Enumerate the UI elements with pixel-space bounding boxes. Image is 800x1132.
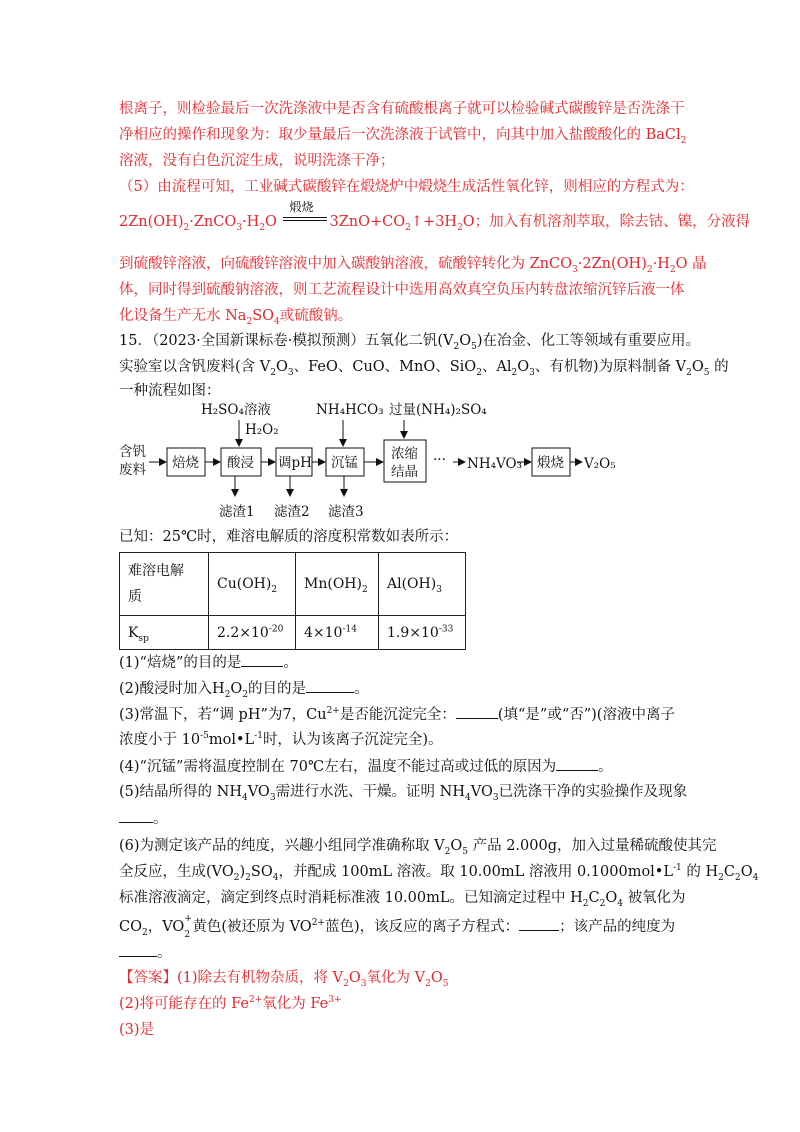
answer-text-line: 根离子，则检验最后一次洗涤液中是否含有硫酸根离子就可以检验碱式碳酸锌是否洗涤干 xyxy=(119,101,685,117)
table-header-cell: $Mn(OH)_2$ xyxy=(296,553,379,616)
answer-text-line: 体，同时得到硫酸钠溶液，则工艺流程设计中选用高效真空负压内转盘浓缩沉锌后液一体 xyxy=(119,282,685,298)
start-material-line2: 废料 xyxy=(119,462,146,478)
answer-text-line: 净相应的操作和现象为：取少量最后一次洗涤液于试管中，向其中加入盐酸酸化的 BaCl$_2$ xyxy=(119,127,687,146)
answer-text-line: 溶液，没有白色沉淀生成，说明洗涤干净； xyxy=(119,153,395,169)
sub-question-6-cont: $CO_2$，VO + 2 黄色(被还原为 $VO^{2+}$蓝色)，该反应的离子方程式： ；该产品的纯度为 xyxy=(119,914,676,940)
reagent-h2o2: H₂O₂ xyxy=(245,422,279,438)
table-cell: $4\times 10^{-14}$ xyxy=(296,616,379,650)
table-header-cell: $Cu(OH)_2$ xyxy=(209,553,296,616)
answer-3: (3)是 xyxy=(119,1022,155,1038)
sub-question-2: (2)酸浸时加入$H_2O_2$的目的是 。 xyxy=(119,678,369,699)
step-adjust-ph: 调pH xyxy=(278,455,312,471)
chemical-equation: $2Zn(OH)_2\cdot ZnCO_3\cdot H_2O$ 煅烧 $3ZnO+CO_2↑+3H_2O$；加入有机溶剂萃取，除去钴、镍，分液得 xyxy=(119,200,751,233)
reagent-h2so4: H₂SO₄溶液 xyxy=(201,402,271,418)
ksp-table xyxy=(119,552,466,650)
answer-1: 【答案】(1)除去有机物杂质，将 $V_2O_3$氧化为 $V_2O_5$ xyxy=(119,970,449,989)
table-header-cell: 难溶电解 质 xyxy=(120,553,209,616)
product-nh4vo3: NH₄VO₃ xyxy=(467,456,522,472)
process-flow-chart xyxy=(119,398,639,524)
start-material-line1: 含钒 xyxy=(119,444,146,460)
flow-ellipsis: ··· xyxy=(433,452,446,468)
sub-question-5: (5)结晶所得的 $NH_4VO_3$需进行水洗、干燥。证明 $NH_4VO_3$已洗涤干净的实验操作及现象 xyxy=(119,784,688,803)
sub-question-6-blank: 。 xyxy=(119,942,172,963)
answer-text-line: （5）由流程可知，工业碱式碳酸锌在煅烧炉中煅烧生成活性氧化锌，则相应的方程式为： xyxy=(119,179,694,195)
product-v2o5: V₂O₅ xyxy=(584,456,616,472)
reagent-nh4hco3: NH₄HCO₃ xyxy=(316,402,384,418)
step-roast: 焙烧 xyxy=(172,455,199,471)
table-row-label: $K_{sp}$ xyxy=(120,616,209,650)
step-concentrate-line1: 浓缩 xyxy=(391,446,418,462)
table-header-cell: $Al(OH)_3$ xyxy=(379,553,466,616)
sub-question-6-cont: 标准溶液滴定，滴定到终点时消耗标准液 10.00mL。已知滴定过程中 $H_2C_2O_4$ 被氧化为 xyxy=(119,890,686,909)
sub-question-6: (6)为测定该产品的纯度，兴趣小组同学准确称取 $V_2O_5$ 产品 2.000g，加入过量稀硫酸使其完 xyxy=(119,838,717,857)
sub-question-5-blank: 。 xyxy=(119,808,168,829)
residue-1: 滤渣1 xyxy=(219,504,255,520)
table-cell: $1.9\times 10^{-33}$ xyxy=(379,616,466,650)
answer-text-line: 到硫酸锌溶液，向硫酸锌溶液中加入碳酸钠溶液，硫酸锌转化为 $ZnCO_3\cdot 2Zn(OH)_2\cdot H_2O$ 晶 xyxy=(119,256,707,275)
sub-question-4: (4)“沉锰”需将温度控制在 70℃左右，温度不能过高或过低的原因为 。 xyxy=(119,756,613,777)
step-concentrate-line2: 结晶 xyxy=(391,464,418,480)
sub-question-3-cont: 浓度小于 $10^{-5}mol•L^{-1}$时，认为该离子沉淀完全)。 xyxy=(119,731,443,748)
question-text-line: 实验室以含钒废料(含 $V_2O_3$、FeO、CuO、MnO、SiO$_2$、$Al_2O_3$、有机物)为原料制备 $V_2O_5$ 的 xyxy=(119,359,729,378)
table-cell: $2.2\times 10^{-20}$ xyxy=(209,616,296,650)
reagent-nh4so4: 过量(NH₄)₂SO₄ xyxy=(389,402,487,418)
known-condition: 已知：25℃时，难溶电解质的溶度积常数如表所示： xyxy=(119,529,459,545)
step-calcine: 煅烧 xyxy=(537,455,564,471)
sub-question-1: (1)“焙烧”的目的是 。 xyxy=(119,652,298,673)
residue-3: 滤渣3 xyxy=(328,504,364,520)
step-precip-mn: 沉锰 xyxy=(331,455,358,471)
residue-2: 滤渣2 xyxy=(274,504,310,520)
step-acid-leach: 酸浸 xyxy=(227,455,254,471)
sub-question-3: (3)常温下，若“调 pH”为7，$Cu^{2+}$是否能沉淀完全： (填“是”或“否”)(溶液中离子 xyxy=(119,704,675,725)
answer-text-line: 化设备生产无水 $Na_2SO_4$或硫酸钠。 xyxy=(119,308,353,327)
reaction-condition: 煅烧 xyxy=(281,212,329,232)
question-text-line: 一种流程如图： xyxy=(119,383,221,399)
question-title: 15．（2023·全国新课标卷·模拟预测）五氧化二钒$(V_2O_5)$在冶金、化工等领域有重要应用。 xyxy=(119,333,700,352)
sub-question-6-cont: 全反应，生成$(VO_2)_2SO_4$，并配成 100mL 溶液。取 10.00mL 溶液用 $0.1000mol•L^{-1}$ 的 $H_2C_2O_4$ xyxy=(119,863,759,883)
answer-2: (2)将可能存在的 $Fe^{2+}$氧化为 $Fe^{3+}$ xyxy=(119,995,342,1012)
